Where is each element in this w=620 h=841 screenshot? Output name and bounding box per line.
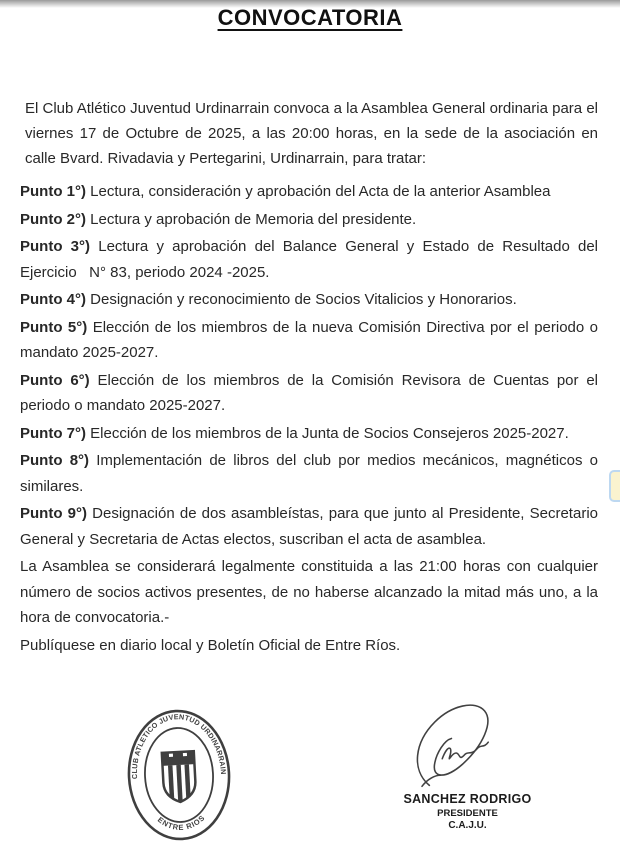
intro-paragraph: El Club Atlético Juventud Urdinarrain convoca a la Asamblea General ordinaria para el viernes 17 de Octubre de 2025, a las 20:00 horas, en la sede de la asociación en calle Bvard. Rivadavia y Pertegarini, Urdinarrain, para tratar: bbox=[25, 100, 598, 167]
point-text: Designación de dos asambleístas, para que junto al Presidente, Secretario General y Secretaria de Actas electos, suscriban el acta de asamblea. bbox=[20, 505, 598, 548]
point-label: Punto 4°) bbox=[20, 291, 86, 308]
document-body bbox=[20, 96, 598, 660]
seal-ring-text-bottom: ENTRE RIOS bbox=[155, 813, 207, 832]
point-text: Elección de los miembros de la nueva Comisión Directiva por el periodo o mandato 2025-2027. bbox=[20, 318, 598, 361]
point-text: Implementación de libros del club por medios mecánicos, magnéticos o similares. bbox=[20, 452, 598, 495]
point-label: Punto 1°) bbox=[20, 183, 86, 200]
closing-paragraphs bbox=[20, 554, 598, 658]
agenda-point bbox=[20, 448, 598, 499]
agenda-point bbox=[20, 368, 598, 419]
point-label: Punto 7°) bbox=[20, 424, 86, 442]
page-title: CONVOCATORIA bbox=[217, 5, 403, 30]
point-text: Lectura, consideración y aprobación del Acta de la anterior Asamblea bbox=[90, 183, 551, 200]
signer-organization: C.A.J.U. bbox=[448, 820, 487, 831]
agenda-point bbox=[20, 179, 598, 205]
point-label: Punto 3°) bbox=[20, 238, 91, 255]
signature-block bbox=[385, 698, 550, 831]
signature-scrawl-icon bbox=[388, 698, 548, 790]
publication-paragraph: Publíquese en diario local y Boletín Oficial de Entre Ríos. bbox=[20, 636, 401, 654]
agenda-point bbox=[20, 207, 598, 233]
agenda-point bbox=[20, 315, 598, 366]
agenda-point bbox=[20, 501, 598, 552]
club-seal-icon bbox=[104, 700, 254, 841]
point-text: Lectura y aprobación del Balance General y Estado de Resultado del Ejercicio N° 83, periodo 2024 -2025. bbox=[20, 238, 598, 281]
clipped-edge-widget[interactable] bbox=[609, 470, 620, 502]
point-label: Punto 5°) bbox=[20, 318, 88, 336]
club-seal-stamp bbox=[104, 700, 254, 841]
agenda-point bbox=[20, 421, 598, 447]
seal-crest-icon bbox=[162, 751, 197, 803]
point-label: Punto 9°) bbox=[20, 505, 87, 522]
point-text: Lectura y aprobación de Memoria del presidente. bbox=[90, 210, 417, 228]
point-text: Elección de los miembros de la Junta de Socios Consejeros 2025-2027. bbox=[90, 424, 569, 442]
point-label: Punto 8°) bbox=[20, 452, 90, 469]
point-label: Punto 6°) bbox=[20, 371, 90, 389]
seal-ring-text-top: CLUB ATLETICO JUVENTUD URDINARRAIN bbox=[129, 712, 229, 780]
point-text: Elección de los miembros de la Comisión Revisora de Cuentas por el periodo o mandato 2025-2027. bbox=[20, 371, 599, 414]
signer-role: PRESIDENTE bbox=[437, 808, 498, 819]
point-label: Punto 2°) bbox=[20, 210, 86, 228]
agenda-point bbox=[20, 287, 598, 313]
signer-name: SANCHEZ RODRIGO bbox=[403, 792, 532, 806]
point-text: Designación y reconocimiento de Socios Vitalicios y Honorarios. bbox=[90, 291, 517, 308]
quorum-paragraph: La Asamblea se considerará legalmente constituida a las 21:00 horas con cualquier número de socios activos presentes, de no haberse alcanzado la mitad más uno, a la hora de convocatoria.- bbox=[20, 558, 598, 626]
agenda-point bbox=[20, 234, 598, 285]
